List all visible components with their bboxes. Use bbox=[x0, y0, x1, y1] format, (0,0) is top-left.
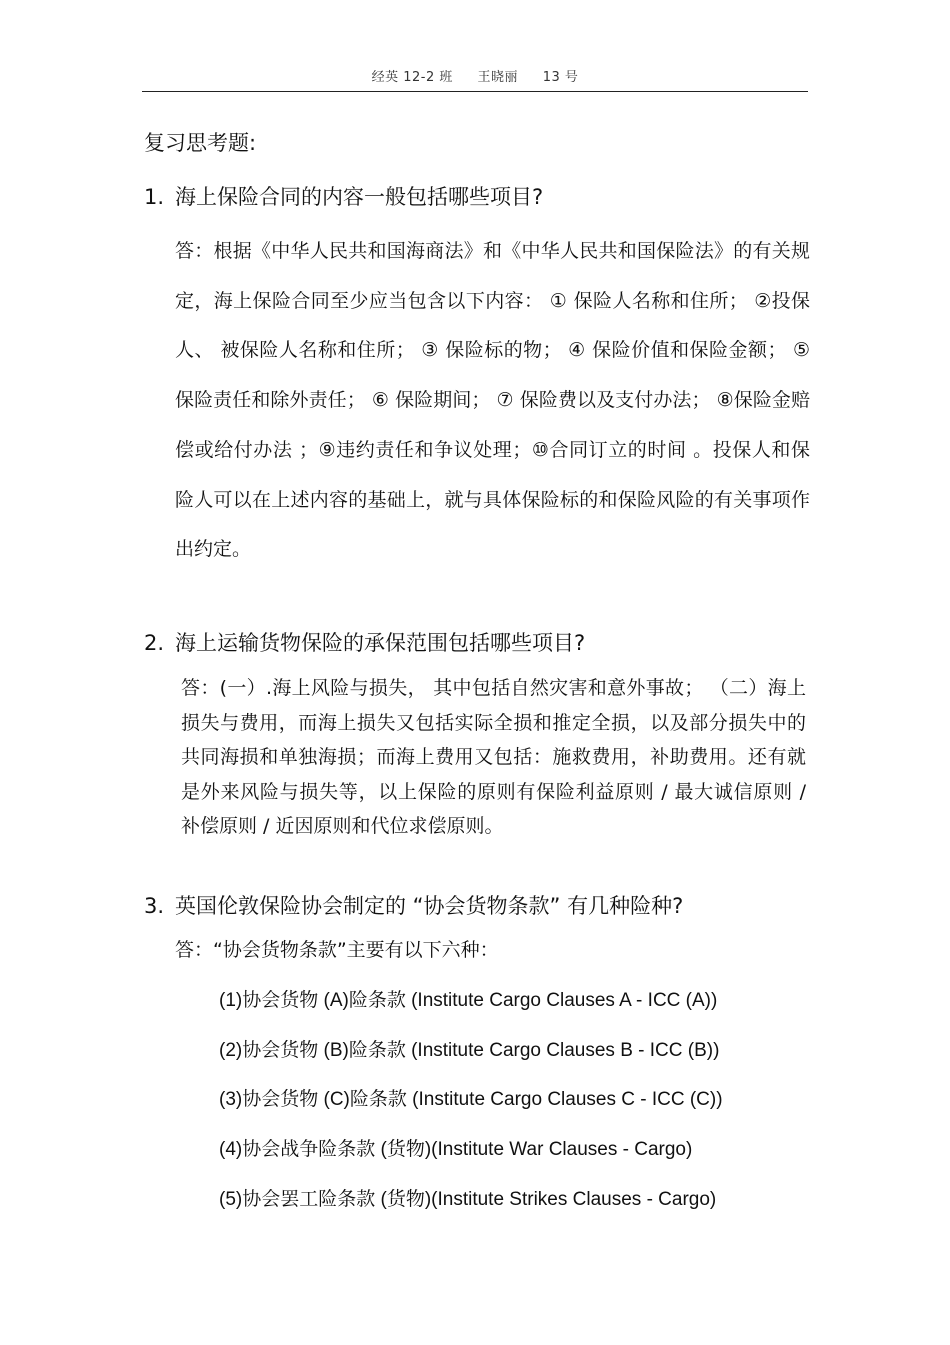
clause-list bbox=[219, 985, 723, 1233]
question-text: 海上运输货物保险的承保范围包括哪些项目? bbox=[175, 631, 586, 655]
clause-item: (5)协会罢工险条款 (货物)(Institute Strikes Clauses - Cargo) bbox=[219, 1188, 717, 1210]
question-text: 海上保险合同的内容一般包括哪些项目? bbox=[175, 185, 544, 209]
question-1 bbox=[144, 181, 543, 211]
question-2 bbox=[144, 627, 585, 657]
header-divider bbox=[142, 91, 808, 92]
question-number: 1. bbox=[144, 185, 165, 209]
header-number: 13 号 bbox=[542, 70, 579, 85]
clause-item: (1)协会货物 (A)险条款 (Institute Cargo Clauses A - ICC (A)) bbox=[219, 990, 718, 1011]
header-class: 经英 12-2 班 bbox=[371, 70, 453, 85]
clause-item: (2)协会货物 (B)险条款 (Institute Cargo Clauses B - ICC (B)) bbox=[219, 1039, 720, 1061]
question-3 bbox=[144, 890, 683, 920]
header-name: 王晓丽 bbox=[477, 70, 519, 85]
answer-2: 答：(一）.海上风险与损失， 其中包括自然灾害和意外事故； （二）海上损失与费用，而海上损失又包括实际全损和推定全损，以及部分损失中的共同海损和单独海损；而海上费用又包括：施救费用，补助费用。还有就是外来风险与损失等，以上保险的原则有保险利益原则 / 最大诚信原则 / 补偿原则 / 近因原则和代位求偿原则。 bbox=[181, 677, 806, 837]
question-number: 3. bbox=[144, 894, 165, 918]
page-header bbox=[0, 66, 950, 85]
question-number: 2. bbox=[144, 631, 165, 655]
question-text: 英国伦敦保险协会制定的 “协会货物条款” 有几种险种? bbox=[175, 894, 684, 918]
answer-1: 答：根据《中华人民共和国海商法》和《中华人民共和国保险法》的有关规定，海上保险合同至少应当包含以下内容： ① 保险人名称和住所； ②投保人、 被保险人名称和住所； ③ 保险标的物； ④ 保险价值和保险金额； ⑤ 保险责任和除外责任； ⑥ 保险期间； ⑦ 保险费以及支付办法； ⑧保险金赔偿或给付办法 ；⑨违约责任和争议处理；⑩合同订立的时间 。投保人和保险人可以在上述内容的基础上，就与具体保险标的和保险风险的有关事项作出约定。 bbox=[175, 240, 810, 561]
clause-item: (3)协会货物 (C)险条款 (Institute Cargo Clauses C - ICC (C)) bbox=[219, 1089, 723, 1111]
clause-item: (4)协会战争险条款 (货物)(Institute War Clauses - Cargo) bbox=[219, 1139, 693, 1161]
section-title: 复习思考题: bbox=[144, 131, 257, 155]
answer-3: 答：“协会货物条款”主要有以下六种： bbox=[175, 939, 499, 961]
